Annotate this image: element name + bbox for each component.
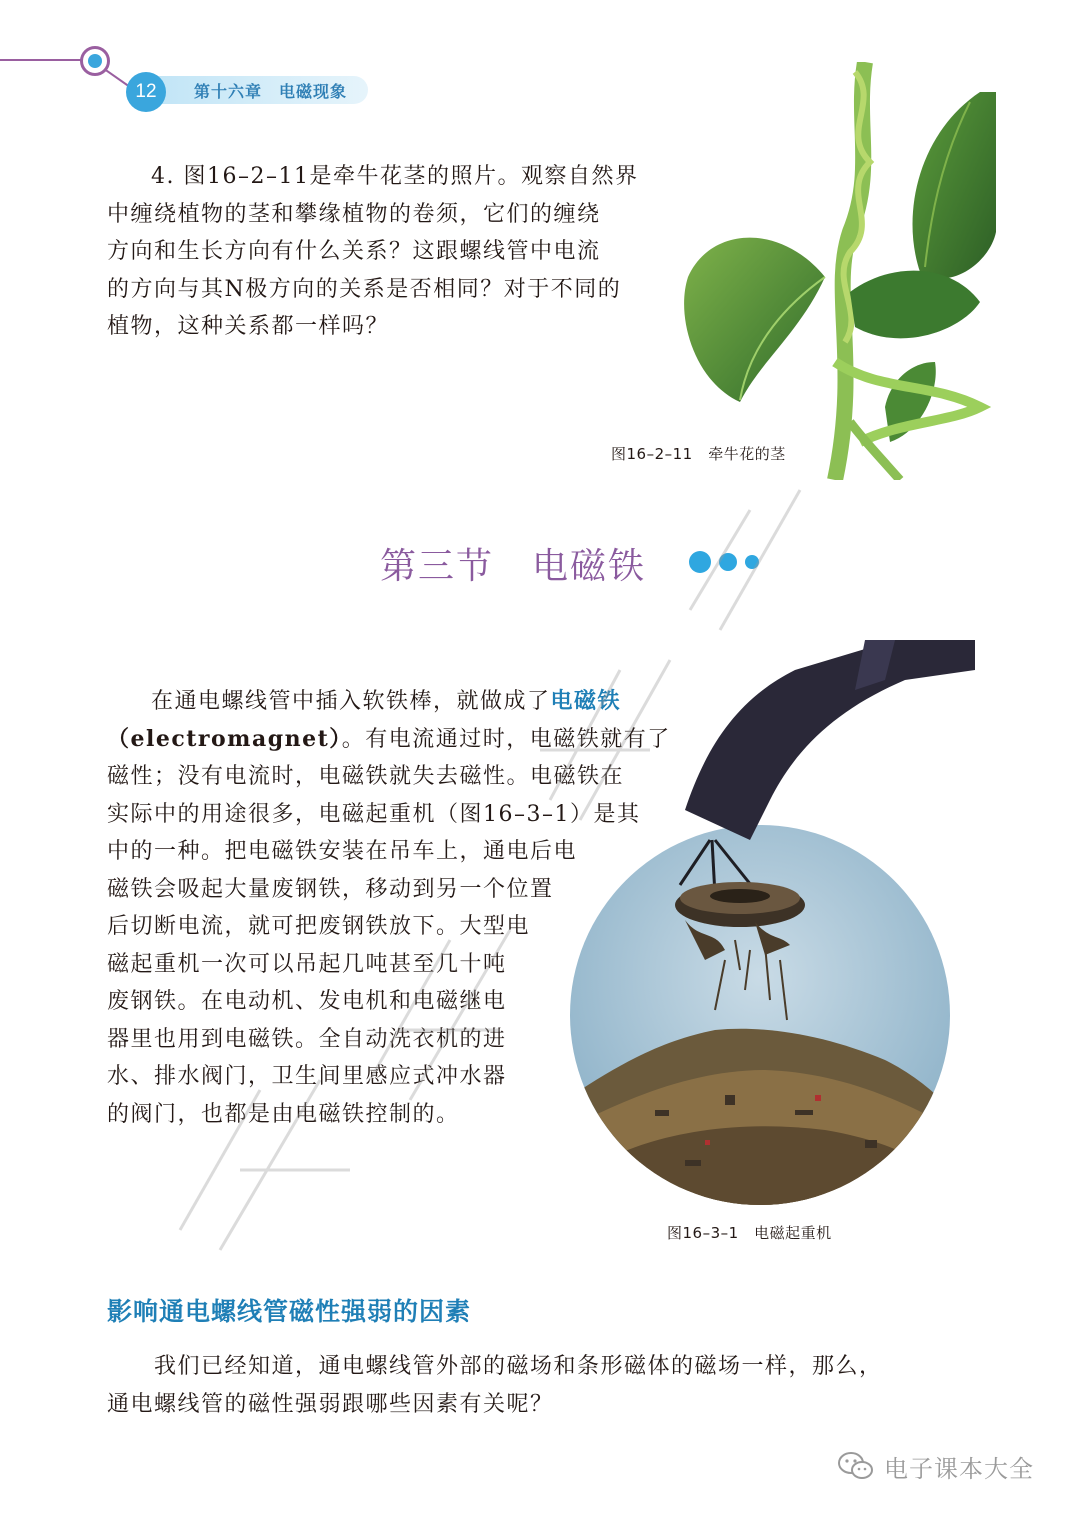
intro-text [107,683,707,1133]
subsection-line: 我们已经知道，通电螺线管外部的磁场和条形磁体的磁场一样，那么， [107,1354,883,1379]
intro-line: 磁性；没有电流时，电磁铁就失去磁性。电磁铁在 [107,764,625,789]
intro-line: 中的一种。把电磁铁安装在吊车上，通电后电 [107,839,578,864]
wechat-icon [836,1450,876,1482]
exercise-line: 方向和生长方向有什么关系？这跟螺线管中电流 [107,239,601,264]
crane-figure-caption: 图16–3–1 电磁起重机 [667,1224,832,1242]
exercise-line: 中缠绕植物的茎和攀缘植物的卷须，它们的缠绕 [107,201,601,227]
page-number: 12 [126,72,166,112]
section-dots-icon [688,550,768,574]
wechat-account-badge [836,1450,1034,1482]
exercise-text [107,158,647,346]
exercise-line: 的方向与其N极方向的关系是否相同？对于不同的 [107,276,622,302]
subsection-text [107,1348,987,1423]
account-name: 电子课本大全 [884,1454,1034,1483]
intro-line: 实际中的用途很多，电磁起重机（图16–3–1）是其 [107,801,641,827]
english-term: （electromagnet） [107,725,342,752]
intro-line: 后切断电流，就可把废钢铁放下。大型电 [107,914,531,939]
chapter-title: 第十六章 电磁现象 [194,82,348,101]
subsection-heading: 影响通电螺线管磁性强弱的因素 [107,1297,472,1326]
section-title: 第三节 电磁铁 [380,546,647,587]
intro-line: 磁铁会吸起大量废钢铁，移动到另一个位置 [107,876,554,902]
intro-line: 废钢铁。在电动机、发电机和电磁继电 [107,989,507,1014]
intro-line: 水、排水阀门，卫生间里感应式冲水器 [107,1064,507,1089]
header-rule [0,59,90,61]
keyword-electromagnet: 电磁铁 [550,689,622,714]
intro-line-2 [107,721,707,759]
intro-line: 的阀门，也都是由电磁铁控制的。 [107,1101,460,1127]
intro-line-2-rest: 。有电流通过时，电磁铁就有了 [341,726,671,752]
morning-glory-stem-photo [650,62,996,480]
subsection-line: 通电螺线管的磁性强弱跟哪些因素有关呢？ [107,1391,554,1417]
exercise-line: 植物，这种关系都一样吗？ [107,314,390,339]
intro-line-1 [107,683,707,721]
vine-figure-caption: 图16–2–11 牵牛花的茎 [611,445,786,463]
exercise-line: 4. 图16–2–11是牵牛花茎的照片。观察自然界 [151,164,639,189]
intro-line: 器里也用到电磁铁。全自动洗衣机的进 [107,1026,507,1052]
intro-prefix: 在通电螺线管中插入软铁棒，就做成了 [151,689,551,714]
header-ring-icon [80,46,110,76]
intro-line: 磁起重机一次可以吊起几吨甚至几十吨 [107,951,507,977]
